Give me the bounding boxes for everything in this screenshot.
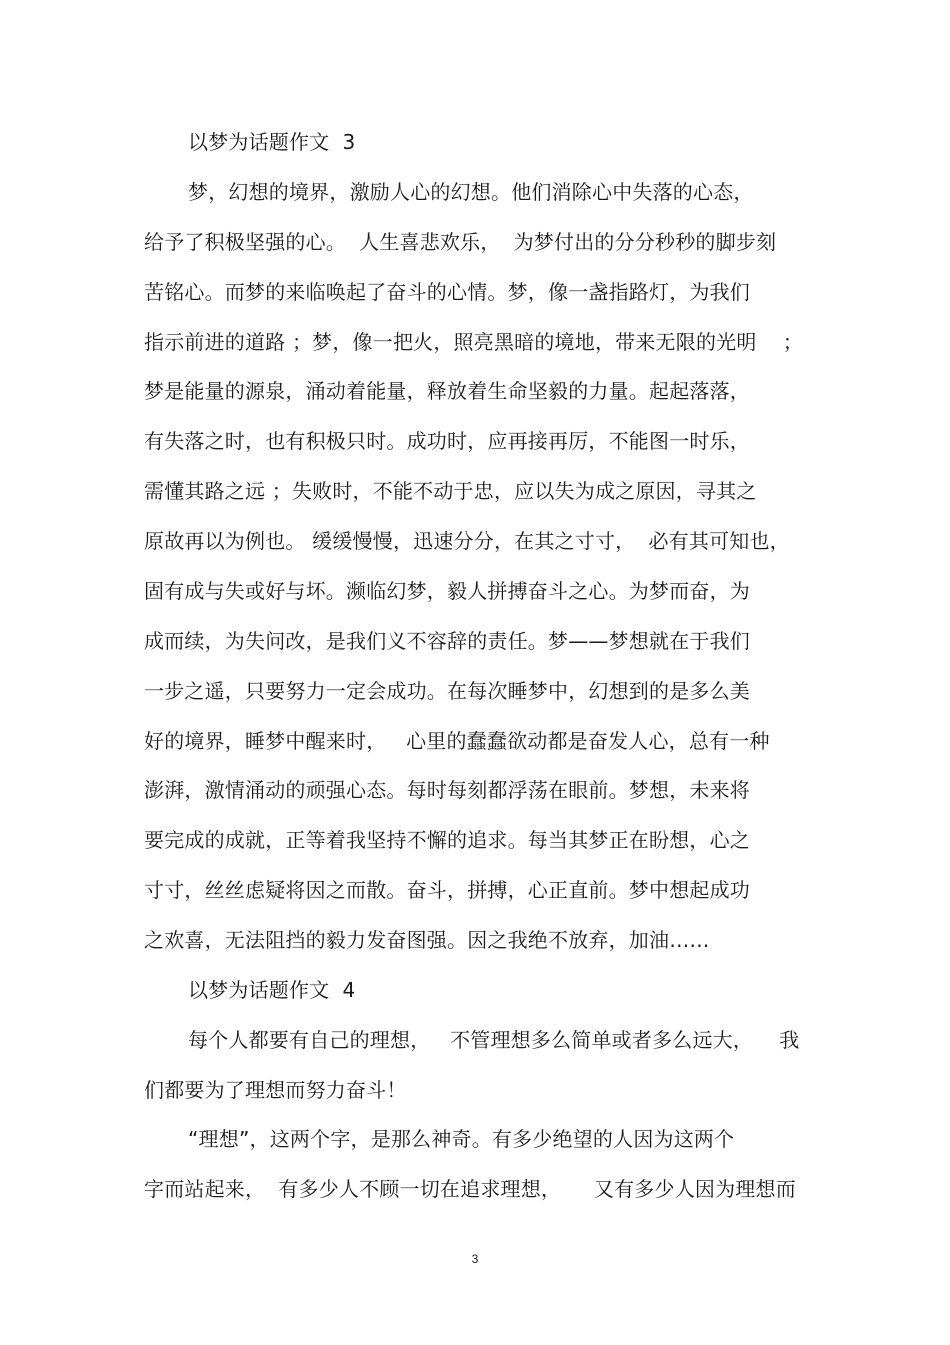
text-line: 固有成与失或好与坏。濒临幻梦，毅人拼搏奋斗之心。为梦而奋，为 — [144, 579, 750, 603]
text-line: 寸寸，丝丝虑疑将因之而散。奋斗，拼搏，心正直前。梦中想起成功 — [144, 878, 750, 902]
text-line: 需懂其路之远 ；失败时，不能不动于忠，应以失为成之原因，寻其之 — [144, 479, 757, 503]
text-line: 们都要为了理想而努力奋斗！ — [144, 1078, 407, 1102]
text-line: 苦铭心。而梦的来临唤起了奋斗的心情。梦，像一盏指路灯，为我们 — [144, 280, 750, 304]
text-line: 成而续，为失问改，是我们义不容辞的责任。梦——梦想就在于我们 — [144, 629, 750, 653]
text-line: 好的境界，睡梦中醒来时， 心里的蠢蠢欲动都是奋发人心，总有一种 — [144, 729, 770, 753]
section-heading: 以梦为话题作文 4 — [188, 978, 356, 1002]
text-line: 要完成的成就，正等着我坚持不懈的追求。每当其梦正在盼想，心之 — [144, 828, 750, 852]
text-line: 梦是能量的源泉，涌动着能量，释放着生命坚毅的力量。起起落落， — [144, 379, 750, 403]
section-heading: 以梦为话题作文 3 — [188, 130, 356, 154]
text-line: 给予了积极坚强的心。 人生喜悲欢乐， 为梦付出的分分秒秒的脚步刻 — [144, 230, 777, 254]
text-line: 之欢喜，无法阻挡的毅力发奋图强。因之我绝不放弃，加油…… — [144, 928, 710, 952]
text-line: 有失落之时，也有积极只时。成功时，应再接再厉，不能图一时乐， — [144, 429, 750, 453]
text-line: 澎湃，激情涌动的顽强心态。每时每刻都浮荡在眼前。梦想，未来将 — [144, 778, 750, 802]
text-line: 原故再以为例也。 缓缓慢慢，迅速分分，在其之寸寸， 必有其可知也， — [144, 529, 790, 553]
text-line: 梦，幻想的境界，激励人心的幻想。他们消除心中失落的心态， — [188, 180, 754, 204]
text-line: “理想”，这两个字，是那么神奇。有多少绝望的人因为这两个 — [188, 1127, 735, 1151]
page-number: 3 — [471, 1252, 479, 1266]
text-line: 一步之遥，只要努力一定会成功。在每次睡梦中，幻想到的是多么美 — [144, 679, 750, 703]
text-line: 指示前进的道路 ；梦，像一把火，照亮黑暗的境地，带来无限的光明 ； — [144, 330, 803, 354]
text-line: 字而站起来， 有多少人不顾一切在追求理想， 又有多少人因为理想而 — [144, 1177, 796, 1201]
text-line: 每个人都要有自己的理想， 不管理想多么简单或者多么远大， 我 — [188, 1028, 800, 1052]
